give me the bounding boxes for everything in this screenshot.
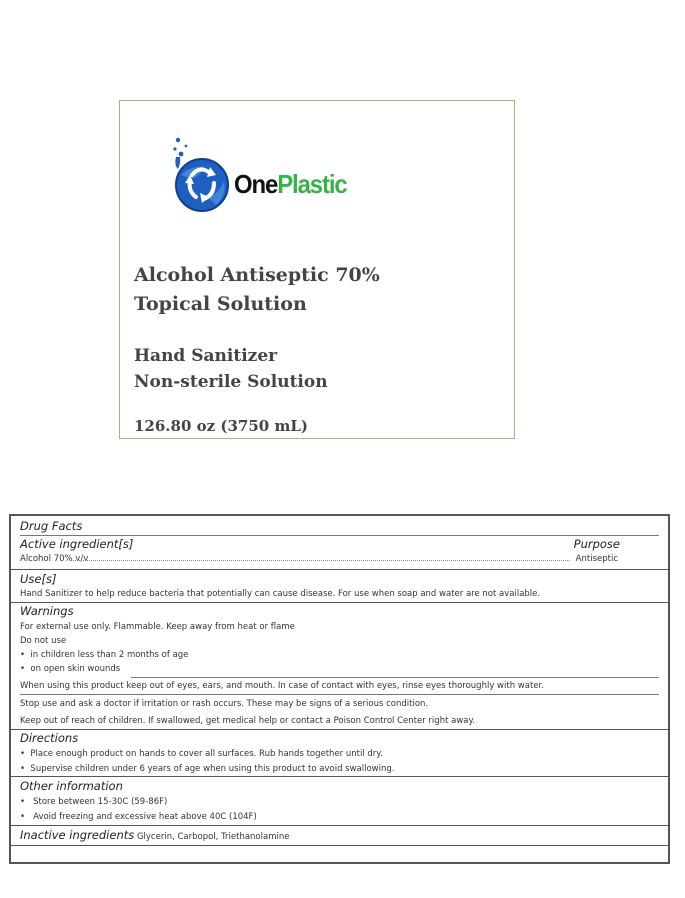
logo-word-plastic: Plastic — [277, 169, 347, 199]
inactive-ingredients-heading: Inactive ingredients — [20, 828, 135, 842]
section-divider — [11, 729, 668, 730]
warnings-bullet-1: • in children less than 2 months of age — [20, 650, 189, 660]
drug-facts-panel — [9, 514, 670, 864]
other-info-heading: Other information — [20, 779, 123, 793]
uses-heading: Use[s] — [20, 572, 57, 586]
dot-leader — [73, 560, 570, 561]
heading-rule — [20, 535, 659, 536]
product-title — [134, 261, 380, 319]
section-divider — [11, 569, 668, 570]
product-subtitle — [134, 343, 328, 395]
other-bullet-2-text: Avoid freezing and excessive heat above 40C (104F) — [33, 812, 257, 822]
other-bullet-1: • Store between 15-30C (59-86F) — [20, 797, 168, 807]
warnings-external: For external use only. Flammable. Keep away from heat or flame — [20, 622, 295, 632]
directions-heading: Directions — [20, 731, 79, 745]
logo-wordmark — [234, 169, 347, 200]
active-ingredient-item: Alcohol 70% v/v — [20, 554, 89, 564]
oneplastic-logo — [172, 135, 372, 220]
recycle-globe-icon — [172, 135, 232, 220]
directions-bullet-1-text: Place enough product on hands to cover all surfaces. Rub hands together until dry. — [30, 749, 383, 759]
warnings-rule — [20, 694, 659, 695]
warnings-bullet-2: • on open skin wounds — [20, 664, 121, 674]
directions-bullet-2-text: Supervise children under 6 years of age when using this product to avoid swallowing. — [30, 764, 395, 774]
section-divider — [11, 602, 668, 603]
warnings-stop-use: Stop use and ask a doctor if irritation or rash occurs. These may be signs of a serious condition. — [20, 699, 429, 709]
other-bullet-2: • Avoid freezing and excessive heat above 40C (104F) — [20, 812, 257, 822]
warnings-rule — [131, 677, 659, 678]
product-volume: 126.80 oz (3750 mL) — [134, 417, 308, 435]
uses-text: Hand Sanitizer to help reduce bacteria that potentially can cause disease. For use when soap and water are not available. — [20, 589, 541, 599]
section-divider — [11, 845, 668, 846]
active-ingredient-heading: Active ingredient[s] — [20, 537, 134, 551]
inactive-ingredients-text: Glycerin, Carbopol, Triethanolamine — [136, 832, 290, 842]
other-bullet-1-text: Store between 15-30C (59-86F) — [33, 797, 168, 807]
section-divider — [11, 776, 668, 777]
purpose-heading: Purpose — [573, 537, 620, 551]
warnings-do-not-use: Do not use — [20, 636, 67, 646]
warnings-bullet-1-text: in children less than 2 months of age — [30, 650, 189, 660]
title-line-2: Topical Solution — [134, 293, 307, 315]
subtitle-line-1: Hand Sanitizer — [134, 346, 278, 366]
logo-word-one: One — [234, 169, 278, 199]
directions-bullet-2: • Supervise children under 6 years of age when using this product to avoid swallowing. — [20, 764, 395, 774]
drug-facts-heading: Drug Facts — [20, 519, 83, 533]
inactive-ingredients-row — [20, 828, 289, 842]
active-ingredient-purpose: Antiseptic — [575, 554, 618, 564]
warnings-keep-out: Keep out of reach of children. If swallowed, get medical help or contact a Poison Control Center right away. — [20, 716, 475, 726]
section-divider — [11, 825, 668, 826]
warnings-bullet-2-text: on open skin wounds — [30, 664, 121, 674]
warnings-when-using: When using this product keep out of eyes, ears, and mouth. In case of contact with eyes, rinse eyes thoroughly with water. — [20, 681, 544, 691]
title-line-1: Alcohol Antiseptic 70% — [134, 264, 380, 286]
product-label — [119, 100, 515, 439]
directions-bullet-1: • Place enough product on hands to cover all surfaces. Rub hands together until dry. — [20, 749, 383, 759]
warnings-heading: Warnings — [20, 604, 74, 618]
subtitle-line-2: Non-sterile Solution — [134, 372, 328, 392]
